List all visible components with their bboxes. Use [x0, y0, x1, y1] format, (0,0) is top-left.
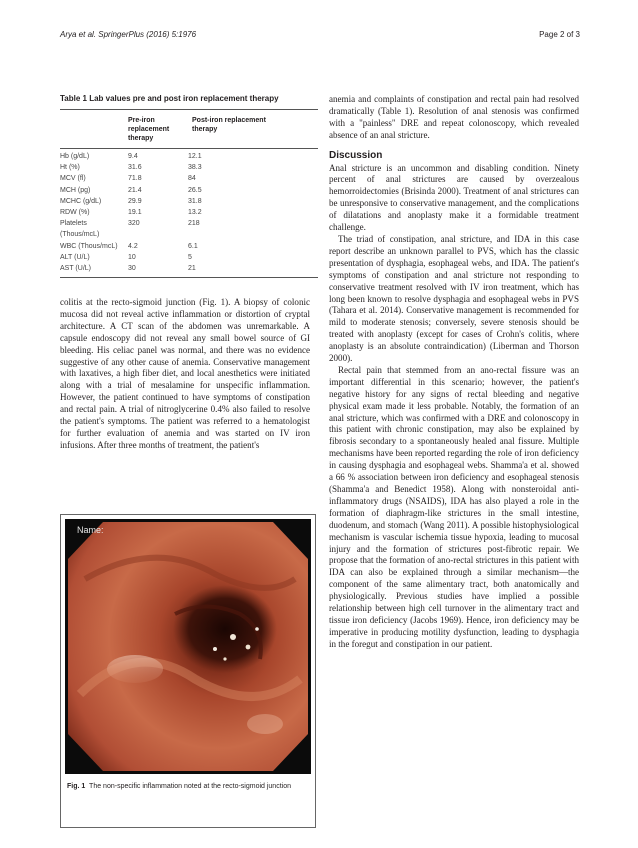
value-cell: 29.9 — [128, 197, 142, 205]
value-cell: 5 — [188, 253, 192, 261]
value-cell: 10 — [128, 253, 136, 261]
value-cell: 218 — [188, 220, 200, 228]
table-header-cell: Pre-iron replacement therapy — [128, 117, 170, 142]
light-reflection — [107, 655, 163, 683]
table-row — [60, 252, 318, 263]
table-row — [60, 196, 318, 207]
value-cell: 6.1 — [188, 242, 198, 250]
body-paragraph: anemia and complaints of constipation and rectal pain had resolved dramatically (Table 1). Resolution of anal stenosis was confirmed with a "painless" DRE and repeat colonoscopy, which revealed absence of an anal stricture. — [329, 94, 579, 140]
row-label: RDW (%) — [60, 209, 90, 217]
value-cell: 31.6 — [128, 164, 142, 172]
running-header: Arya et al. SpringerPlus (2016) 5:1976 — [60, 30, 197, 39]
figure-label: Fig. 1 — [67, 783, 86, 790]
value-cell: 30 — [128, 265, 136, 273]
value-cell: 31.8 — [188, 197, 202, 205]
row-label: Hb (g/dL) — [60, 153, 90, 160]
body-paragraph: Rectal pain that stemmed from an ano-rectal fissure was an important differential in this scenario; however, the patient's negative history for any signs of rectal bleeding and negative physical exam made it less probable. Notably, the formation of an anal stricture, which was confirmed with a DRE and colonoscopy in this patient with chronic constipation, may also be explained by fibrosis secondary to a spontaneously healed anal fissure. Multiple mechanisms have been reported regarding the role of iron deficiency in causing dysphagia and esophageal webs. Shamma'a et al. showed a 66 % association between iron deficiency and esophageal stenosis (Shamma'a and Benedict 1958). Along with nonsteroidal anti-inflammatory drugs (NSAIDS), IDA has also played a role in the formation of diaphragm-like strictures in the small intestine, duodenum, and stomach (Wang 2011). A possible histophysiological mechanism is vascular ischemia tissue hypoxia, leading to mucosal injury and the formation of strictures post-fibrotic repair. We propose that the formation of ano-rectal strictures in this patient with IDA can also be explained through a similar mechanism—the component of the same alimentary tract, both anatomically and physiologically. Previous studies have implied a possible relationship between high cell turnover in the alimentary tract and tissue iron deficiency (Jacobs 1969). Hence, iron deficiency may be imperative in producing motility dysfunction, leading to dysphagia in the foregut and constipation in our patient. — [329, 364, 579, 649]
figure-1 — [60, 514, 316, 828]
table-row — [60, 151, 318, 162]
page-number: Page 2 of 3 — [539, 30, 580, 39]
row-label: WBC (Thous/mcL) — [60, 242, 118, 250]
value-cell: 9.4 — [128, 153, 138, 160]
row-label: MCV (fl) — [60, 175, 86, 183]
figure-caption-text: The non-specific inflammation noted at the recto-sigmoid junction — [89, 783, 291, 790]
value-cell: 26.5 — [188, 186, 202, 194]
table-row — [60, 241, 318, 252]
row-label: MCH (pg) — [60, 186, 91, 194]
table-row — [60, 207, 318, 218]
value-cell: 21.4 — [128, 186, 142, 194]
row-label: ALT (U/L) — [60, 253, 90, 261]
endoscopy-image — [65, 519, 311, 774]
figure-caption — [67, 782, 307, 791]
table-row — [60, 173, 318, 184]
exudate-spot — [230, 634, 236, 640]
exudate-spot — [223, 657, 226, 660]
value-cell: 320 — [128, 220, 140, 228]
right-column-text — [329, 94, 579, 651]
table-row — [60, 162, 318, 173]
table-row — [60, 218, 318, 240]
row-label: Platelets (Thous/mcL) — [60, 220, 100, 239]
value-cell: 12.1 — [188, 153, 202, 160]
table-header-row — [60, 110, 318, 148]
section-heading: Discussion — [329, 149, 383, 161]
value-cell: 38.3 — [188, 164, 202, 172]
row-label: AST (U/L) — [60, 265, 91, 273]
light-reflection — [247, 714, 283, 734]
table-header-cell — [60, 116, 128, 143]
left-column-text — [60, 297, 310, 452]
exudate-spot — [255, 627, 259, 631]
body-paragraph: The triad of constipation, anal stricture, and IDA in this case report describe an unknown parallel to PVS, which has the classic presentation of dysphagia, esophageal webs, and IDA. The patient's symptoms of constipation and anal stricture not responding to conservative treatment resolved with IV iron treatment, which has long been known to resolve dysphagia and esophageal webs in PVS (Tahara et al. 2014). Conservative management is recommended for mild to moderate stenosis; conversely, severe stenosis should be treated with anoplasty (except for cases of Crohn's colitis, where anoplasty is an absolute contraindication) (Liberman and Thorson 2000). — [329, 233, 579, 364]
value-cell: 13.2 — [188, 209, 202, 217]
body-paragraph: colitis at the recto-sigmoid junction (Fig. 1). A biopsy of colonic mucosa did not reveal active inflammation or distortion of cryptal architecture. A CT scan of the abdomen was unremarkable. A capsule endoscopy did not reveal any small bowel source of GI bleeding. His celiac panel was normal, and there was no evidence suggestive of any other cause of anemia. Conservative management with laxatives, a high fiber diet, and local anesthetics were initiated along with a trial of mesalamine for unspecific inflammation. However, the patient continued to have symptoms of constipation and rectal pain. A trial of nitroglycerine 0.4% also failed to resolve the patient's symptoms. The patient was referred to a hematologist for further evaluation of anemia and was started on IV iron infusions. After three months of treatment, the patient's — [60, 297, 310, 450]
table-row — [60, 185, 318, 196]
value-cell: 4.2 — [128, 242, 138, 250]
row-label: Ht (%) — [60, 164, 80, 172]
body-paragraph: Anal stricture is an uncommon and disabling condition. Ninety percent of anal strictures are caused by overzealous hemorroidectomies (Brisinda 2000). Treatment of anal strictures can be unresponsive to conservative management, and the complications of dilatations and anoplasty make it a formidable treatment challenge. — [329, 162, 579, 233]
table-header-cell: Post-iron replacement therapy — [192, 117, 266, 133]
lab-values-table — [60, 94, 318, 278]
table-row — [60, 263, 318, 274]
value-cell: 84 — [188, 175, 196, 183]
exudate-spot — [213, 647, 217, 651]
row-label: MCHC (g/dL) — [60, 197, 102, 205]
value-cell: 21 — [188, 265, 196, 273]
value-cell: 19.1 — [128, 209, 142, 217]
exudate-spot — [246, 645, 251, 650]
value-cell: 71.8 — [128, 175, 142, 183]
image-overlay-label: Name: — [77, 525, 104, 535]
table-caption: Table 1 Lab values pre and post iron replacement therapy — [60, 94, 279, 103]
table-bottom-rule — [60, 277, 318, 278]
table-body — [60, 149, 318, 277]
